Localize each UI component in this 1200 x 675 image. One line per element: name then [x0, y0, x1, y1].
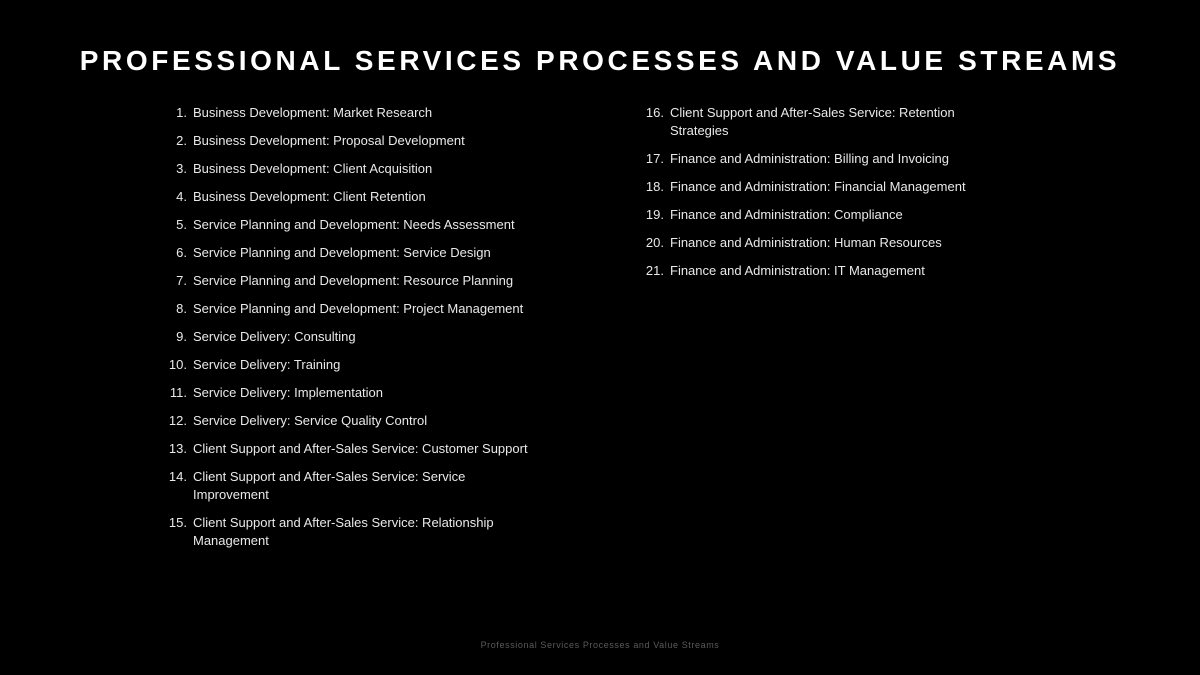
list-item	[165, 328, 565, 346]
list-item-number: 20.	[645, 235, 664, 250]
list-item	[642, 104, 1042, 140]
list-item	[165, 244, 565, 262]
list-item-label: Business Development: Market Research	[193, 105, 433, 120]
list-item-label: Finance and Administration: Human Resources	[670, 235, 942, 250]
list-item	[165, 104, 565, 122]
list-item	[165, 384, 565, 402]
list-item	[642, 234, 1042, 252]
list-item-label: Service Delivery: Consulting	[193, 329, 356, 344]
list-item-label: Service Delivery: Service Quality Control	[193, 413, 428, 428]
process-list-left	[165, 104, 565, 550]
list-item	[165, 440, 565, 458]
list-item-label: Client Support and After-Sales Service: Customer Support	[193, 441, 528, 456]
list-item	[165, 300, 565, 318]
list-item-number: 3.	[176, 161, 187, 176]
list-item	[165, 412, 565, 430]
list-item-label: Business Development: Proposal Development	[193, 133, 465, 148]
list-item-label: Service Planning and Development: Resource Planning	[193, 273, 514, 288]
list-item-number: 18.	[645, 179, 664, 194]
list-item-label: Client Support and After-Sales Service: Relationship Management	[193, 515, 494, 548]
list-item-number: 15.	[168, 515, 187, 530]
list-item-label: Service Planning and Development: Service Design	[193, 245, 491, 260]
list-item-label: Client Support and After-Sales Service: Retention Strategies	[670, 105, 955, 138]
list-item-number: 1.	[176, 105, 187, 120]
list-column-left	[165, 104, 565, 560]
list-item-label: Service Delivery: Implementation	[193, 385, 384, 400]
list-item-label: Finance and Administration: IT Management	[670, 263, 925, 278]
list-item-number: 14.	[168, 469, 187, 484]
list-item	[642, 262, 1042, 280]
list-item-number: 7.	[176, 273, 187, 288]
list-column-right	[642, 104, 1042, 290]
page-title: PROFESSIONAL SERVICES PROCESSES AND VALUE STREAMS	[79, 45, 1121, 76]
list-item-label: Business Development: Client Acquisition	[193, 161, 433, 176]
list-item-label: Service Planning and Development: Project Management	[193, 301, 524, 316]
process-list-right	[642, 104, 1042, 280]
list-item	[165, 160, 565, 178]
list-item-number: 16.	[645, 105, 664, 120]
list-item-label: Business Development: Client Retention	[193, 189, 426, 204]
list-item	[165, 188, 565, 206]
list-item-number: 10.	[168, 357, 187, 372]
list-item-number: 5.	[176, 217, 187, 232]
list-item-number: 21.	[645, 263, 664, 278]
list-item-number: 17.	[645, 151, 664, 166]
list-item-number: 19.	[645, 207, 664, 222]
list-item	[165, 272, 565, 290]
list-item	[642, 178, 1042, 196]
list-item-label: Finance and Administration: Billing and Invoicing	[670, 151, 949, 166]
list-item-number: 8.	[176, 301, 187, 316]
list-item-label: Client Support and After-Sales Service: Service Improvement	[193, 469, 466, 502]
list-item	[642, 206, 1042, 224]
list-item-number: 4.	[176, 189, 187, 204]
list-item-label: Service Delivery: Training	[193, 357, 341, 372]
list-item	[165, 356, 565, 374]
slide-footer: Professional Services Processes and Value Streams	[480, 640, 720, 650]
list-item-number: 9.	[176, 329, 187, 344]
list-item-number: 11.	[169, 385, 187, 400]
list-item-label: Finance and Administration: Compliance	[670, 207, 903, 222]
list-item-number: 12.	[168, 413, 187, 428]
content-columns	[0, 104, 1200, 604]
list-item-label: Finance and Administration: Financial Management	[670, 179, 966, 194]
list-item-label: Service Planning and Development: Needs Assessment	[193, 217, 515, 232]
list-item	[165, 216, 565, 234]
list-item	[165, 132, 565, 150]
list-item	[165, 468, 565, 504]
list-item	[642, 150, 1042, 168]
list-item	[165, 514, 565, 550]
list-item-number: 13.	[168, 441, 187, 456]
list-item-number: 6.	[176, 245, 187, 260]
list-item-number: 2.	[176, 133, 187, 148]
